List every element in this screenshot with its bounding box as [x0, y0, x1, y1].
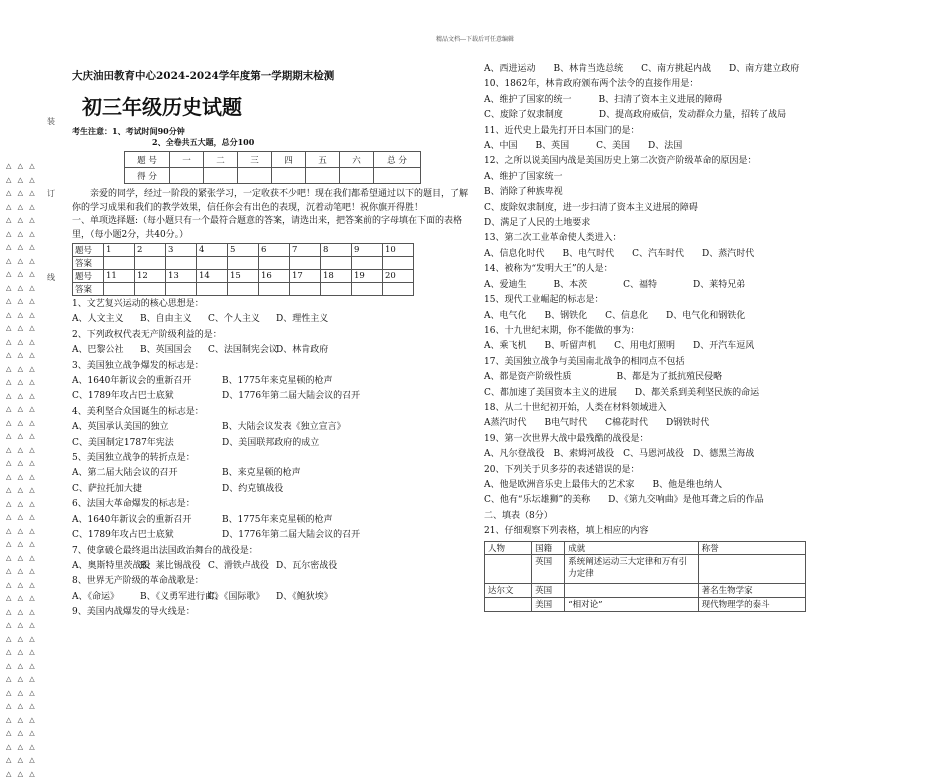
question-options [72, 343, 472, 358]
option-text: B、1775年来克星顿的枪声 [222, 514, 333, 525]
answer-row-label: 答案 [73, 257, 104, 270]
option-text: C、《国际歌》 [208, 591, 265, 602]
left-column [72, 68, 472, 621]
exam-note-1: 考生注意：1、考试时间90分钟 [72, 126, 185, 136]
answer-cell: 8 [321, 244, 352, 257]
question-line: A、爱迪生 B、本茨 C、福特 D、莱特兄弟 [484, 279, 746, 290]
question-line: A、维护了国家的统一 B、扫清了资本主义进展的障碍 [484, 94, 723, 105]
answer-cell [228, 283, 259, 296]
option-text: A、英国承认美国的独立 [72, 422, 169, 433]
answer-cell [352, 257, 383, 270]
table21-cell [565, 583, 698, 597]
answer-cell [321, 283, 352, 296]
table21-header-cell: 国籍 [532, 541, 565, 554]
option-text: D、美国联邦政府的成立 [222, 437, 320, 448]
answer-cell: 2 [135, 244, 166, 257]
answer-cell [135, 257, 166, 270]
right-column [484, 62, 814, 612]
question-line: C、废除奴隶制度，进一步扫清了资本主义进展的障碍 [484, 202, 698, 213]
option-text: C、1789年攻占巴士底狱 [72, 530, 174, 541]
intro-text: 亲爱的同学，经过一阶段的紧张学习，一定收获不少吧！现在我们都希望通过以下的题目，了解你的学习成果和我们的教学效果，信任你会有出色的表现，沉着动笔吧！祝你旗开得胜！ [72, 189, 469, 213]
table21-cell: 著名生物学家 [698, 583, 805, 597]
table21-cell [698, 554, 805, 583]
answer-cell [259, 257, 290, 270]
score-header-cell: 三 [238, 152, 272, 168]
answer-cell [104, 283, 135, 296]
question-stem: 1、文艺复兴运动的核心思想是： [72, 299, 204, 309]
answer-row-label: 题号 [73, 244, 104, 257]
answer-cell: 7 [290, 244, 321, 257]
answer-cell: 16 [259, 270, 290, 283]
table21-cell: 英国 [532, 554, 565, 583]
question-line: 10、1862年，林肯政府颁布两个法令的直接作用是： [484, 79, 699, 90]
answer-cell: 15 [228, 270, 259, 283]
answer-cell: 14 [197, 270, 228, 283]
question-line: A、维护了国家统一 [484, 171, 563, 182]
option-text: A、第二届大陆会议的召开 [72, 468, 178, 479]
right-questions [484, 62, 814, 540]
question-line: A、他是欧洲音乐史上最伟大的艺术家 B、他是维也纳人 [484, 479, 723, 490]
answer-cell: 6 [259, 244, 290, 257]
margin-dots: △ △ △ △ △ △ △ △ △ △ △ △ △ △ △ △ △ △ △ △ △ △ △ △ △ △ △ △ △ △ △ △ △ △ △ △ △ △ △ △ △ △ △ △ △ △ △ △ △ △ △ △ △ △ △ △ △ △ △ △ △ △ △ △ △ △ △ △ △ △ △ △ △ △ △ △ △ △ △ △ △ △ △ △ △ △ △ △ △ △ △ △ △ △ △ △ △ △ △ △ △ △ △ △ △ △ △ △ △ △ △ △ △ △ △ △ △ △ △ △ △ △ △ △ △ △ △ △ △ △ △ △ △ △ △ △ △ △ [6, 162, 37, 778]
question-line: 12、之所以说美国内战是美国历史上第二次资产阶级革命的原因是： [484, 156, 757, 167]
question-options [72, 513, 472, 528]
binding-mark-xian: 线 [47, 273, 55, 282]
score-cell [238, 168, 272, 184]
option-text: B、莱比锡战役 [140, 560, 201, 571]
question-line: A、西进运动 B、林肯当选总统 C、南方挑起内战 D、南方建立政府 [484, 64, 800, 74]
table21-cell: 系统阐述运动三大定律和万有引力定律 [565, 554, 698, 583]
score-header-cell: 六 [340, 152, 374, 168]
question-line: D、满足了人民的土地要求 [484, 218, 591, 229]
question-line: 15、现代工业崛起的标志是： [484, 295, 604, 306]
table21-cell: 英国 [532, 583, 565, 597]
score-table [124, 151, 421, 184]
question-line: 17、美国独立战争与美国南北战争的相同点不包括 [484, 356, 685, 367]
option-text: C、1789年攻占巴士底狱 [72, 391, 174, 402]
question-line: 13、第二次工业革命使人类进入： [484, 233, 622, 244]
table21-cell: “相对论” [565, 597, 698, 611]
score-header-cell: 一 [170, 152, 204, 168]
answer-cell [290, 257, 321, 270]
option-text: A、巴黎公社 [72, 345, 124, 356]
question-line: 二、填表（8分） [484, 510, 553, 521]
question-options [72, 482, 472, 497]
score-cell [170, 168, 204, 184]
question-line: A、乘飞机 B、听留声机 C、用电灯照明 D、开汽车逗风 [484, 341, 755, 352]
question-options [72, 436, 472, 451]
question-line: C、他有“乐坛雄狮”的美称 D、《第九交响曲》是他耳聋之后的作品 [484, 495, 764, 506]
answer-cell: 13 [166, 270, 197, 283]
header-note: 精品文档---下载后可任意编辑 [435, 36, 515, 43]
option-text: C、萨拉托加大捷 [72, 483, 142, 494]
option-text: B、英国国会 [140, 345, 192, 356]
question-line: C、都加速了美国资本主义的进展 D、都关系到美利坚民族的命运 [484, 387, 760, 398]
answer-cell [383, 283, 414, 296]
table21-header-cell: 成就 [565, 541, 698, 554]
exam-note-2: 2、全卷共五大题，总分100 [152, 137, 255, 147]
option-text: A、《命运》 [72, 591, 119, 602]
answer-cell: 9 [352, 244, 383, 257]
option-text: D、1776年第二届大陆会议的召开 [222, 391, 361, 402]
question-options [72, 528, 472, 543]
answer-cell [135, 283, 166, 296]
answer-cell: 20 [383, 270, 414, 283]
question-line: A、电气化 B、钢铁化 C、信息化 D、电气化和钢铁化 [484, 310, 746, 321]
table21-header-cell: 称誉 [698, 541, 805, 554]
question-options [72, 559, 472, 574]
option-text: D、瓦尔密战役 [276, 560, 338, 571]
answer-cell [352, 283, 383, 296]
question-line: B、消除了种族卑视 [484, 187, 563, 198]
option-text: C、法国制宪会议 [208, 345, 278, 356]
exam-org: 大庆油田教育中心2024-2024学年度第一学期期末检测 [72, 70, 335, 82]
answer-cell [104, 257, 135, 270]
option-text: D、理性主义 [276, 314, 329, 325]
option-text: C、美国制定1787年宪法 [72, 437, 174, 448]
option-text: B、1775年来克星顿的枪声 [222, 376, 333, 387]
option-text: D、1776年第二届大陆会议的召开 [222, 530, 361, 541]
score-cell [340, 168, 374, 184]
question-line: C、废除了奴隶制度 D、提高政府威信，发动群众力量，招转了战局 [484, 110, 787, 121]
score-cell [306, 168, 340, 184]
option-text: B、《义勇军进行曲》 [140, 591, 224, 602]
exam-title: 初三年级历史试题 [82, 95, 242, 119]
answer-cell [321, 257, 352, 270]
question-line: A蒸汽时代 B电气时代 C棉花时代 D钢铁时代 [484, 418, 710, 429]
question-stem: 2、下列政权代表无产阶级利益的是： [72, 329, 222, 340]
option-text: B、自由主义 [140, 314, 192, 325]
answer-cell: 12 [135, 270, 166, 283]
answer-cell [166, 283, 197, 296]
question-line: 14、被称为“发明大王”的人是： [484, 264, 613, 275]
option-text: A、奥斯特里茨战役 [72, 560, 151, 571]
option-text: D、《鲍狄埃》 [276, 591, 333, 602]
score-header-cell: 总 分 [374, 152, 421, 168]
left-questions [72, 297, 472, 621]
option-text: C、滑铁卢战役 [208, 560, 269, 571]
score-header-cell: 题 号 [125, 152, 170, 168]
table21-cell [485, 554, 532, 583]
answer-cell: 1 [104, 244, 135, 257]
question-line: A、凡尔登战役 B、索姆河战役 C、马恩河战役 D、德黑兰海战 [484, 449, 755, 460]
question-stem: 3、美国独立战争爆发的标志是： [72, 360, 204, 371]
question-stem: 5、美国独立战争的转折点是： [72, 453, 195, 464]
answer-cell [383, 257, 414, 270]
answer-cell [259, 283, 290, 296]
option-text: A、1640年新议会的重新召开 [72, 514, 192, 525]
answer-cell [228, 257, 259, 270]
score-header-cell: 四 [272, 152, 306, 168]
question-line: 18、从二十世纪初开始，人类在材料领域进入 [484, 402, 667, 413]
question-line: 16、十九世纪末期，你不能做的事为： [484, 325, 640, 336]
section1-heading: 一、单项选择题:（每小题只有一个最符合题意的答案，请选出来，把答案前的字母填在下面的表格里，（每小题2分，共40分。） [72, 216, 463, 240]
binding-mark-zhuang: 装 [47, 117, 55, 126]
table-21 [484, 541, 806, 612]
question-options [72, 466, 472, 481]
binding-mark-ding: 订 [47, 189, 55, 198]
score-label-cell: 得 分 [125, 168, 170, 184]
answer-cell: 17 [290, 270, 321, 283]
answer-cell: 3 [166, 244, 197, 257]
question-stem: 6、法国大革命爆发的标志是： [72, 499, 195, 510]
question-line: 20、下列关于贝多芬的表述错误的是： [484, 464, 640, 475]
table21-cell [485, 597, 532, 611]
question-stem: 8、世界无产阶级的革命战歌是： [72, 576, 204, 587]
question-stem: 7、使拿破仑最终退出法国政治舞台的战役是： [72, 545, 258, 556]
option-text: D、约克镇战役 [222, 483, 284, 494]
option-text: D、林肯政府 [276, 345, 329, 356]
table21-header-cell: 人物 [485, 541, 532, 554]
option-text: A、1640年新议会的重新召开 [72, 376, 192, 387]
score-header-cell: 二 [204, 152, 238, 168]
answer-cell: 18 [321, 270, 352, 283]
answer-table [72, 243, 414, 296]
option-text: B、来克星顿的枪声 [222, 468, 301, 479]
question-options [72, 420, 472, 435]
question-line: 19、第一次世界大战中最残酷的战役是： [484, 433, 649, 444]
option-text: A、人文主义 [72, 314, 124, 325]
question-line: A、都是资产阶级性质 B、都是为了抵抗殖民侵略 [484, 372, 723, 383]
answer-cell: 5 [228, 244, 259, 257]
question-line: 11、近代史上最先打开日本国门的是： [484, 125, 640, 136]
table21-cell: 美国 [532, 597, 565, 611]
question-stem: 4、美利坚合众国诞生的标志是： [72, 406, 204, 417]
answer-cell [197, 283, 228, 296]
answer-cell: 11 [104, 270, 135, 283]
option-text: B、大陆会议发表《独立宣言》 [222, 422, 346, 433]
table21-cell: 达尔文 [485, 583, 532, 597]
score-cell [204, 168, 238, 184]
score-cell [272, 168, 306, 184]
answer-cell: 4 [197, 244, 228, 257]
question-options [72, 590, 472, 605]
answer-cell [166, 257, 197, 270]
question-line: A、信息化时代 B、电气时代 C、汽车时代 D、蒸汽时代 [484, 248, 755, 259]
table21-cell: 现代物理学的泰斗 [698, 597, 805, 611]
answer-row-label: 答案 [73, 283, 104, 296]
question-options [72, 312, 472, 327]
answer-row-label: 题号 [73, 270, 104, 283]
question-stem: 9、美国内战爆发的导火线是： [72, 607, 195, 618]
answer-cell: 10 [383, 244, 414, 257]
option-text: C、个人主义 [208, 314, 260, 325]
question-options [72, 389, 472, 404]
answer-cell: 19 [352, 270, 383, 283]
question-options [72, 374, 472, 389]
answer-cell [290, 283, 321, 296]
score-header-cell: 五 [306, 152, 340, 168]
score-cell [374, 168, 421, 184]
answer-cell [197, 257, 228, 270]
question-line: A、中国 B、英国 C、美国 D、法国 [484, 141, 683, 152]
question-line: 21、仔细观察下列表格，填上相应的内容 [484, 526, 649, 537]
